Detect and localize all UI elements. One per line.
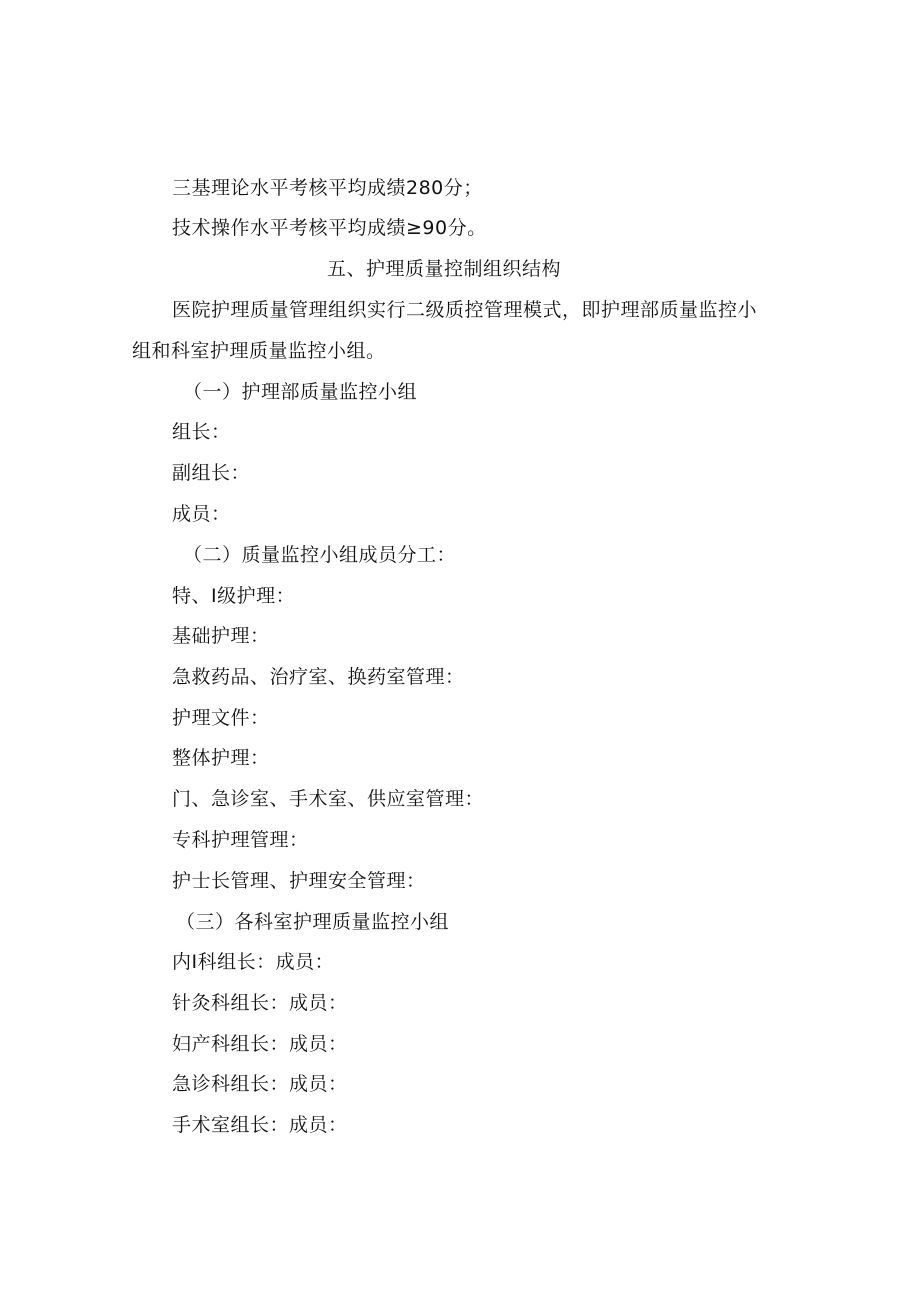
duty-holistic-care: 整体护理： bbox=[172, 747, 270, 769]
members-label: 成员： bbox=[172, 503, 231, 525]
dept-internal-medicine: 内I科组长：成员： bbox=[172, 951, 335, 973]
group-leader-label: 组长： bbox=[172, 421, 231, 443]
duty-head-nurse: 护士长管理、护理安全管理： bbox=[172, 870, 426, 892]
dept-acupuncture: 针灸科组长：成员： bbox=[172, 992, 348, 1014]
duty-basic-care: 基础护理： bbox=[172, 625, 270, 647]
duty-emergency-drugs: 急救药品、治疗室、换药室管理： bbox=[172, 666, 465, 688]
section-title: 五、护理质量控制组织结构 bbox=[327, 258, 562, 280]
duty-departments: 门、急诊室、手术室、供应室管理： bbox=[172, 788, 485, 810]
subsection-3-title: （三）各科室护理质量监控小组 bbox=[176, 911, 450, 933]
intro-paragraph-line-1: 医院护理质量管理组织实行二级质控管理模式，即护理部质量监控小 bbox=[172, 299, 758, 321]
dept-obgyn: 妇产科组长：成员： bbox=[172, 1033, 348, 1055]
duty-special-care: 特、I级护理： bbox=[172, 585, 296, 607]
dept-emergency: 急诊科组长：成员： bbox=[172, 1073, 348, 1095]
subsection-1-title: （一）护理部质量监控小组 bbox=[183, 381, 418, 403]
theory-score-line: 三基理论水平考核平均成绩280分； bbox=[172, 177, 483, 199]
vice-leader-label: 副组长： bbox=[172, 462, 251, 484]
subsection-2-title: （二）质量监控小组成员分工： bbox=[183, 544, 457, 566]
duty-documents: 护理文件： bbox=[172, 707, 270, 729]
intro-paragraph-line-2: 组和科室护理质量监控小组。 bbox=[132, 340, 386, 362]
skill-score-line: 技术操作水平考核平均成绩≥90分。 bbox=[172, 217, 487, 239]
duty-specialty-care: 专科护理管理： bbox=[172, 829, 309, 851]
dept-operating-room: 手术室组长：成员： bbox=[172, 1114, 348, 1136]
